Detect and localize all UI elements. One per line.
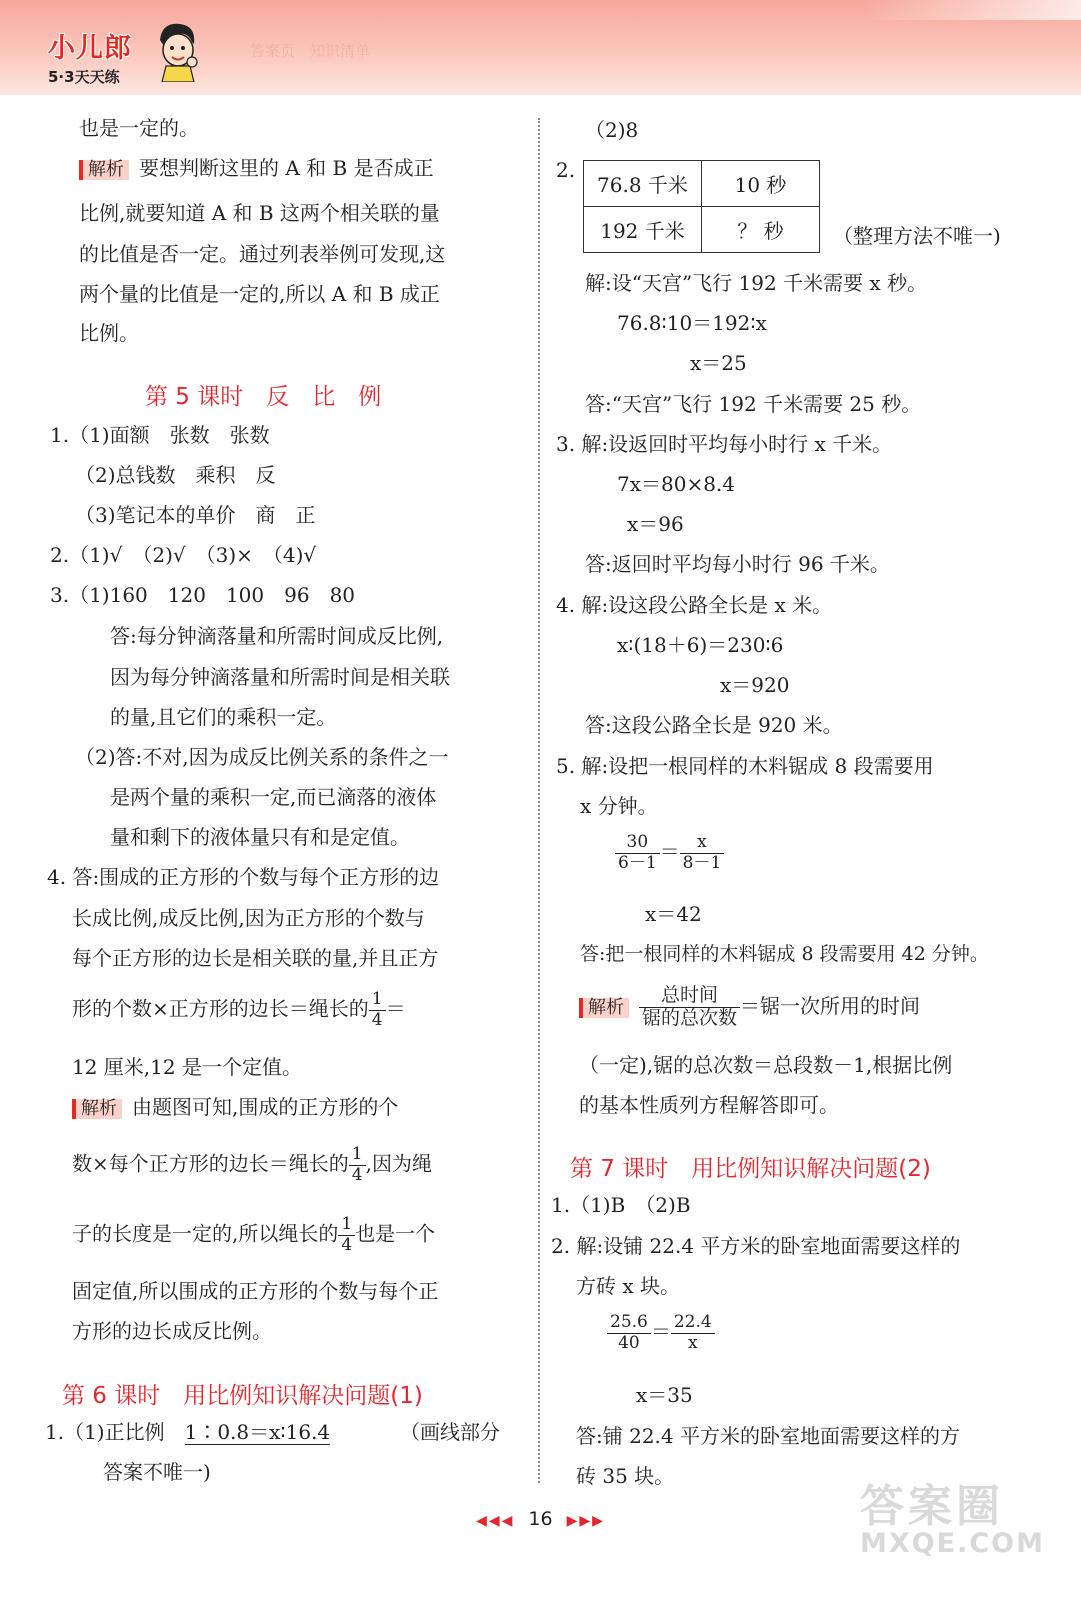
left-line: 长成比例,成反比例,因为正方形的个数与 xyxy=(72,906,425,930)
left-line: （2)答:不对,因为成反比例关系的条件之一 xyxy=(75,745,449,769)
left-line: 是两个量的乘积一定,而已滴落的液体 xyxy=(110,785,437,809)
left-line-with-fraction xyxy=(72,990,406,1030)
right-line: 76.8∶10＝192∶x xyxy=(617,311,767,335)
section-title-lesson-5: 第 5 课时 反 比 例 xyxy=(145,384,382,410)
table-cell: 76.8 千米 xyxy=(584,161,702,207)
left-line: 的量,且它们的乘积一定。 xyxy=(110,705,337,729)
right-line: x 分钟。 xyxy=(580,794,658,818)
right-line: 砖 35 块。 xyxy=(576,1464,675,1488)
logo-sub-text: 5·3天天练 xyxy=(48,68,120,86)
left-line xyxy=(45,1422,330,1442)
right-line: 解:设“天宫”飞行 192 千米需要 x 秒。 xyxy=(585,271,928,295)
right-line: 答:把一根同样的木料锯成 8 段需要用 42 分钟。 xyxy=(580,943,989,965)
left-line: 2.（1)√ （2)√ （3)× （4)√ xyxy=(50,543,317,567)
left-line: 因为每分钟滴落量和所需时间是相关联 xyxy=(110,665,450,689)
next-arrows-icon: ▶▶▶ xyxy=(566,1513,605,1529)
text-segment: 子的长度是一定的,所以绳长的 xyxy=(72,1221,339,1246)
page-header-banner xyxy=(0,0,1081,95)
watermark-line-2: MXQE.COM xyxy=(860,1528,1045,1559)
analysis-paragraph-1 xyxy=(79,158,434,180)
right-line: 2. 解:设铺 22.4 平方米的卧室地面需要这样的 xyxy=(551,1234,961,1258)
left-line: 答案不唯一) xyxy=(103,1460,211,1484)
text-segment: 也是一个 xyxy=(355,1221,436,1246)
right-line: x＝35 xyxy=(636,1383,693,1407)
fraction xyxy=(615,833,660,873)
left-line: 比例。 xyxy=(79,321,139,345)
right-line: 答:“天宫”飞行 192 千米需要 25 秒。 xyxy=(585,392,922,416)
fraction-numerator: 1 xyxy=(349,1145,366,1166)
fraction-one-quarter xyxy=(369,990,386,1030)
right-line: 答:铺 22.4 平方米的卧室地面需要这样的方 xyxy=(576,1424,960,1448)
brand-logo xyxy=(48,26,132,87)
fraction-denominator: 4 xyxy=(371,1009,383,1030)
header-fade xyxy=(860,0,1081,20)
right-line: （2)8 xyxy=(585,118,639,142)
watermark xyxy=(860,1470,1045,1559)
right-line: 4. 解:设这段公路全长是 x 米。 xyxy=(556,593,833,617)
fraction-denominator: 40 xyxy=(618,1332,640,1353)
text-segment: 数×每个正方形的边长＝绳长的 xyxy=(72,1151,349,1176)
table-row xyxy=(584,207,820,253)
fraction xyxy=(671,1313,715,1353)
text-segment: ,因为绳 xyxy=(365,1151,432,1176)
left-line: 量和剩下的液体量只有和是定值。 xyxy=(110,825,410,849)
header-ghost-text: 答案页 知识清单 xyxy=(250,42,371,60)
analysis-paragraph-3 xyxy=(579,985,920,1030)
analysis-tag: 解析 xyxy=(72,1099,122,1119)
fraction-denominator: 8－1 xyxy=(682,852,722,873)
right-line: x＝42 xyxy=(645,902,702,926)
left-line: 12 厘米,12 是一个定值。 xyxy=(72,1055,302,1079)
equals-sign: ＝ xyxy=(650,1319,671,1344)
right-line: x∶(18＋6)＝230∶6 xyxy=(617,633,784,657)
table-cell: ？ 秒 xyxy=(702,207,820,253)
right-line: x＝25 xyxy=(690,351,747,375)
page-number: 16 xyxy=(528,1508,553,1530)
fraction-numerator: 25.6 xyxy=(607,1313,651,1334)
table-cell: 10 秒 xyxy=(702,161,820,207)
right-line: 7x＝80×8.4 xyxy=(617,472,736,496)
left-line: 的比值是否一定。通过列表举例可发现,这 xyxy=(79,242,446,266)
left-line: 两个量的比值是一定的,所以 A 和 B 成正 xyxy=(79,282,440,306)
right-line: x＝96 xyxy=(627,512,684,536)
fraction-numerator: 1 xyxy=(369,990,386,1011)
fraction-denominator: 锯的总次数 xyxy=(642,1006,738,1029)
fraction-one-quarter xyxy=(338,1215,355,1255)
fraction-numerator: x xyxy=(680,833,725,854)
data-table xyxy=(583,160,820,253)
right-line: x＝920 xyxy=(720,673,790,697)
fraction-denominator: 6－1 xyxy=(618,852,657,873)
text-segment: 形的个数×正方形的边长＝绳长的 xyxy=(72,996,369,1021)
text-segment: 由题图可知,围成的正方形的个 xyxy=(132,1095,399,1119)
left-line: 也是一定的。 xyxy=(79,116,199,140)
left-line: （2)总钱数 乘积 反 xyxy=(75,463,276,487)
fraction-one-quarter xyxy=(349,1145,366,1185)
right-line: 1.（1)B （2)B xyxy=(551,1193,691,1217)
left-line: （3)笔记本的单价 商 正 xyxy=(75,503,316,527)
fraction-numerator: 1 xyxy=(338,1215,355,1236)
text-segment: ＝ xyxy=(385,996,406,1021)
left-line: 方形的边长成反比例。 xyxy=(72,1319,272,1343)
left-line: 每个正方形的边长是相关联的量,并且正方 xyxy=(72,946,439,970)
fraction-numerator: 30 xyxy=(615,833,660,854)
prev-arrows-icon: ◀◀◀ xyxy=(476,1513,515,1529)
section-title-lesson-7: 第 7 课时 用比例知识解决问题(2) xyxy=(570,1156,931,1182)
right-line: 的基本性质列方程解答即可。 xyxy=(579,1093,839,1117)
left-line: 1.（1)面额 张数 张数 xyxy=(50,423,270,447)
question-number: 2. xyxy=(556,158,576,182)
underlined-answer: 1∶0.8＝x∶16.4 xyxy=(184,1420,331,1444)
right-line: （一定),锯的总次数＝总段数－1,根据比例 xyxy=(579,1053,953,1077)
proportion-equation xyxy=(615,833,724,873)
analysis-paragraph-2 xyxy=(72,1097,398,1119)
table-cell: 192 千米 xyxy=(584,207,702,253)
right-line: 方砖 x 块。 xyxy=(576,1274,680,1298)
table-row xyxy=(584,161,820,207)
fraction-denominator: 4 xyxy=(341,1234,353,1255)
left-line-with-fraction xyxy=(72,1215,435,1255)
right-line: 答:这段公路全长是 920 米。 xyxy=(585,713,843,737)
fraction xyxy=(607,1313,651,1353)
logo-main-text: 小儿郎 xyxy=(48,33,132,64)
left-line: （画线部分 xyxy=(400,1420,500,1444)
left-line: 固定值,所以围成的正方形的个数与每个正 xyxy=(72,1279,439,1303)
right-line: 答:返回时平均每小时行 96 千米。 xyxy=(585,552,890,576)
watermark-line-1: 答案圈 xyxy=(860,1481,1004,1532)
fraction xyxy=(680,833,725,873)
left-line: 答:每分钟滴落量和所需时间成反比例, xyxy=(110,624,444,648)
left-line: 3.（1)160 120 100 96 80 xyxy=(50,583,356,607)
mascot-boy-icon xyxy=(152,18,202,82)
text-segment: ＝锯一次所用的时间 xyxy=(740,993,921,1018)
right-line: 3. 解:设返回时平均每小时行 x 千米。 xyxy=(556,432,893,456)
fraction-numerator: 总时间 xyxy=(639,985,740,1008)
section-title-lesson-6: 第 6 课时 用比例知识解决问题(1) xyxy=(62,1383,423,1409)
analysis-tag: 解析 xyxy=(579,998,629,1018)
fraction xyxy=(639,985,740,1030)
fraction-numerator: 22.4 xyxy=(671,1313,715,1334)
fraction-denominator: x xyxy=(687,1332,698,1353)
left-line-with-fraction xyxy=(72,1145,432,1185)
analysis-tag: 解析 xyxy=(79,160,129,180)
equals-sign: ＝ xyxy=(659,839,680,864)
proportion-equation xyxy=(607,1313,715,1353)
right-line: （整理方法不唯一) xyxy=(833,224,1001,248)
right-line: 5. 解:设把一根同样的木料锯成 8 段需要用 xyxy=(556,754,934,778)
left-line: 4. 答:围成的正方形的个数与每个正方形的边 xyxy=(47,865,440,889)
fraction-denominator: 4 xyxy=(351,1164,363,1185)
left-line: 要想判断这里的 A 和 B 是否成正 xyxy=(139,156,434,180)
left-line: 比例,就要知道 A 和 B 这两个相关联的量 xyxy=(79,201,440,225)
column-divider xyxy=(538,118,540,1483)
text-segment: 1.（1)正比例 xyxy=(45,1420,185,1444)
